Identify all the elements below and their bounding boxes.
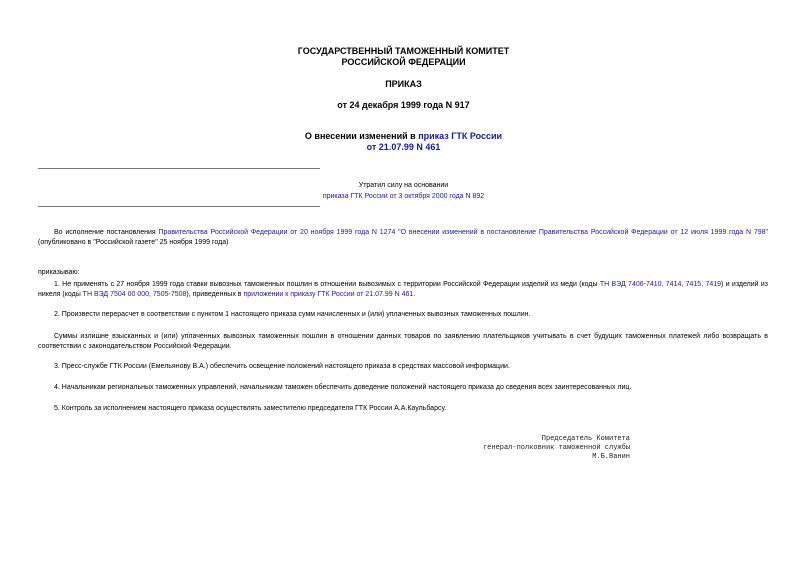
doc-title xyxy=(0,131,807,142)
signature-title: Председатель Комитета xyxy=(541,435,630,443)
item-1-link-nickel[interactable]: ТН ВЭД 7504 00 000, 7505-7508 xyxy=(82,291,187,298)
item-1-link-copper[interactable]: ТН ВЭД 7406-7410, 7414, 7415, 7419 xyxy=(599,281,722,288)
item-5: 5. Контроль за исполнением настоящего приказа осуществлять заместителю председателя ГТК России А.А.Каульбарсу. xyxy=(54,405,447,412)
divider-top xyxy=(38,168,320,169)
item-1-link-order[interactable]: приложении к приказу ГТК России от 21.07.99 N 461 xyxy=(243,291,414,298)
item-1-text: ) и изделий из никеля (коды xyxy=(38,281,768,298)
intro-link[interactable]: Правительства Российской Федерации от 20 ноября 1999 года N 1274 "О внесении изменений в постановление Правительства Российской Федерации от 12 июля 1999 года N 798" xyxy=(158,229,768,236)
item-1-text: . xyxy=(413,291,416,298)
intro-suffix: (опубликовано в "Российской газете" 25 ноября 1999 года) xyxy=(38,239,229,246)
item-1-text: 1. Не применять с 27 ноября 1999 года ставки вывозных таможенных пошлин в отношении вывозимых с территории Российской Федерации изделий из меди (коды xyxy=(54,281,600,288)
status-line: Утратил силу на основании xyxy=(358,182,449,189)
org-name-line1: ГОСУДАРСТВЕННЫЙ ТАМОЖЕННЫЙ КОМИТЕТ xyxy=(297,46,510,56)
doc-title-line2 xyxy=(0,142,807,153)
item-2-refund: Суммы излишне взысканных и (или) уплаченных вывозных таможенных пошлин в отношении данных товаров по заявлению плательщиков учитывать в счет будущих таможенных платежей либо возвращать в соответствии с законодательством Российской Федерации. xyxy=(38,333,768,350)
intro-prefix: Во исполнение постановления xyxy=(54,229,159,236)
signature-name: М.Б.Ванин xyxy=(592,453,630,461)
divider-bottom xyxy=(38,206,320,207)
item-3: 3. Пресс-службе ГТК России (Емельянову В.А.) обеспечить освещение положений настоящего приказа в средствах массовой информации. xyxy=(54,363,510,370)
doc-type: ПРИКАЗ xyxy=(385,79,422,89)
item-2: 2. Произвести перерасчет в соответствии с пунктом 1 настоящего приказа сумм начисленных и (или) уплаченных вывозных таможенных пошлин. xyxy=(54,311,531,318)
title-link-line2[interactable]: от 21.07.99 N 461 xyxy=(366,142,441,152)
signature-rank: генерал-полковник таможенной службы xyxy=(482,444,630,452)
item-1 xyxy=(38,280,768,300)
org-name-line2: РОССИЙСКОЙ ФЕДЕРАЦИИ xyxy=(341,57,466,67)
status-link-row xyxy=(0,191,807,203)
title-link[interactable]: приказ ГТК России xyxy=(418,131,503,141)
item-1-text: ), приведенных в xyxy=(186,291,244,298)
doc-date: от 24 декабря 1999 года N 917 xyxy=(337,100,470,110)
item-4: 4. Начальникам региональных таможенных управлений, начальникам таможен обеспечить доведение положений настоящего приказа до сведения всех заинтересованных лиц. xyxy=(54,384,632,391)
order-word: приказываю: xyxy=(38,269,80,276)
intro-paragraph xyxy=(38,228,768,248)
title-prefix: О внесении изменений в xyxy=(304,131,419,141)
status-link[interactable]: приказа ГТК России от 3 октября 2000 года N 892 xyxy=(322,193,485,200)
